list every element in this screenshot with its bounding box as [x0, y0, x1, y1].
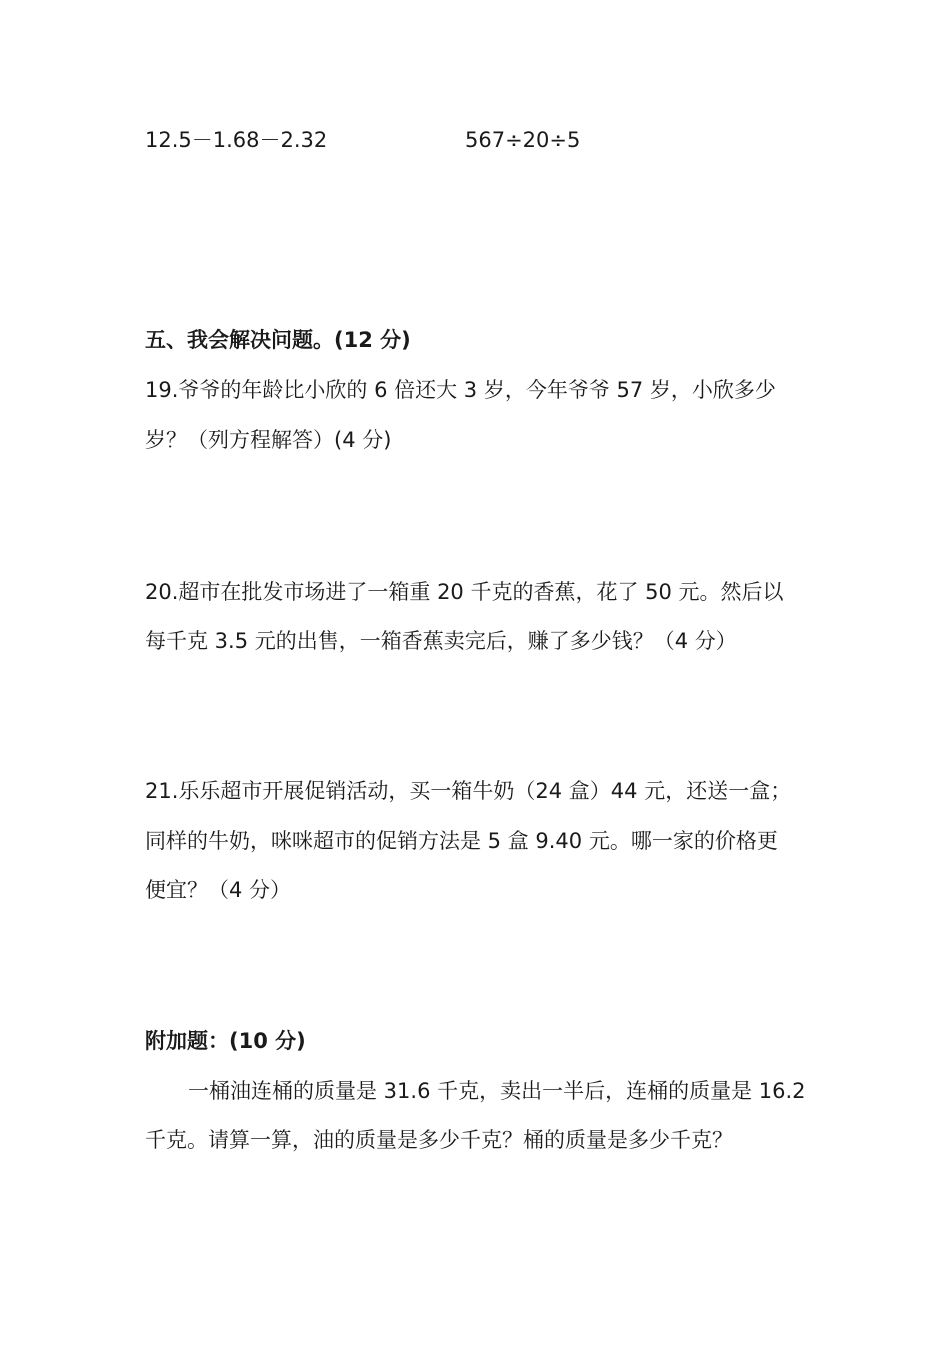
question20-line1: 20.超市在批发市场进了一箱重 20 千克的香蕉，花了 50 元。然后以 [145, 580, 784, 604]
question19-line2: 岁？（列方程解答）(4 分) [145, 428, 392, 452]
expression-right: 567÷20÷5 [465, 128, 581, 152]
question21-line1: 21.乐乐超市开展促销活动，买一箱牛奶（24 盒）44 元，还送一盒； [145, 779, 792, 803]
question21-line3: 便宜？（4 分） [145, 878, 292, 902]
bonus-heading: 附加题：(10 分) [145, 1029, 306, 1053]
bonus-line1: 一桶油连桶的质量是 31.6 千克，卖出一半后，连桶的质量是 16.2 [188, 1079, 806, 1103]
section5-heading: 五、我会解决问题。(12 分) [145, 328, 411, 352]
question21-line2: 同样的牛奶，咪咪超市的促销方法是 5 盒 9.40 元。哪一家的价格更 [145, 829, 778, 853]
bonus-line2: 千克。请算一算，油的质量是多少千克？桶的质量是多少千克？ [145, 1128, 733, 1152]
question20-line2: 每千克 3.5 元的出售，一箱香蕉卖完后，赚了多少钱？（4 分） [145, 629, 737, 653]
question19-line1: 19.爷爷的年龄比小欣的 6 倍还大 3 岁，今年爷爷 57 岁，小欣多少 [145, 378, 776, 402]
expression-left: 12.5－1.68－2.32 [145, 128, 328, 152]
